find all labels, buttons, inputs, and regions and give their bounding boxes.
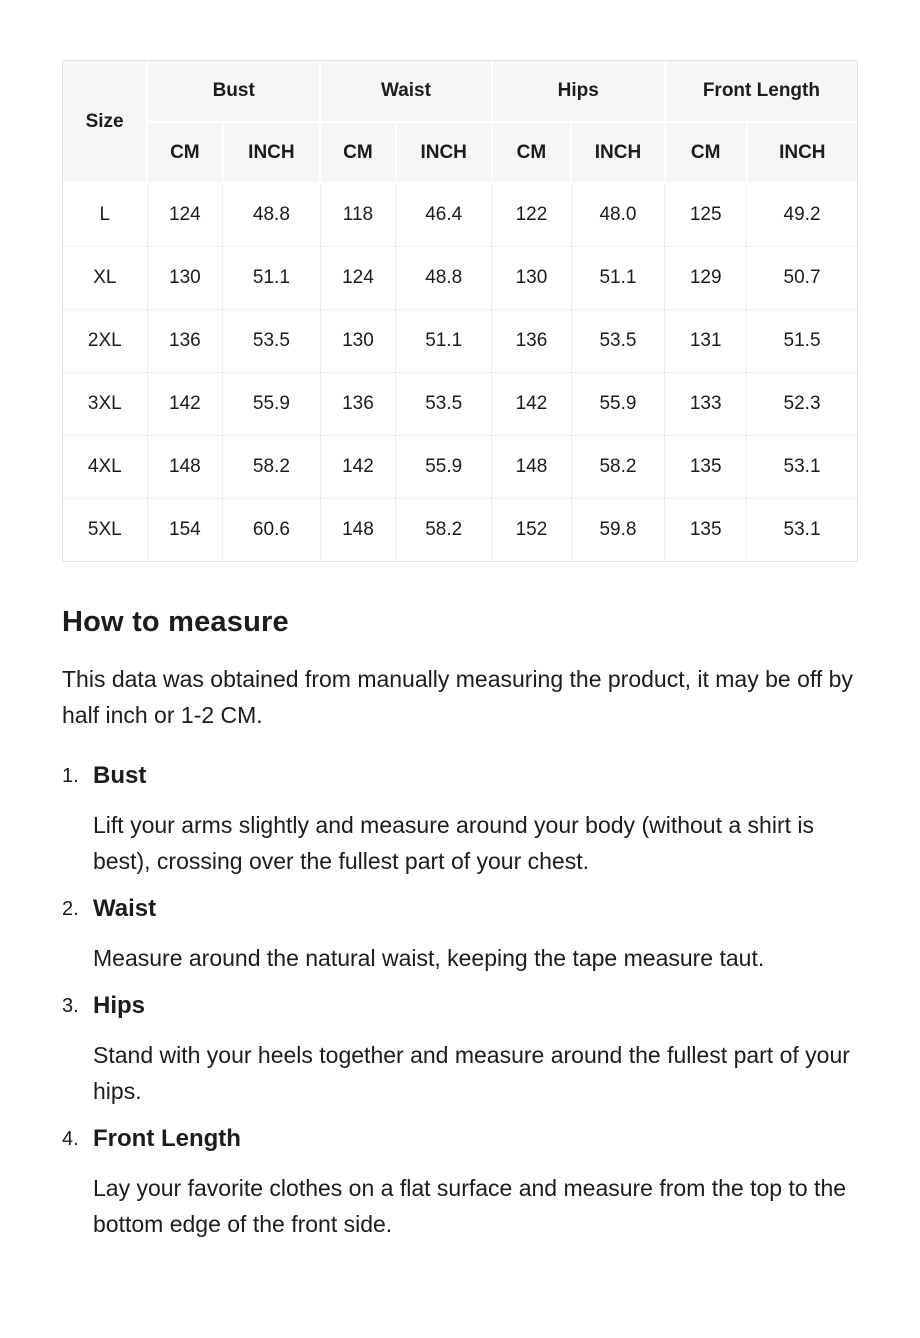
value-cell: 58.2 — [223, 435, 321, 498]
step-description: Lift your arms slightly and measure around your body (without a shirt is best), crossing over the fullest part of your chest. — [93, 812, 814, 874]
group-header-front-length: Front Length — [665, 61, 857, 122]
unit-header-inch: INCH — [223, 122, 321, 183]
size-row-5xl — [63, 498, 857, 561]
value-cell: 58.2 — [571, 435, 665, 498]
size-row-2xl — [63, 309, 857, 372]
value-cell: 55.9 — [396, 435, 492, 498]
measure-step-bust — [62, 761, 858, 879]
value-cell: 51.1 — [396, 309, 492, 372]
value-cell: 118 — [320, 183, 395, 246]
measure-step-hips — [62, 991, 858, 1109]
value-cell: 51.1 — [223, 246, 321, 309]
step-title: Waist — [93, 895, 157, 922]
size-chart-table-wrapper — [62, 60, 858, 562]
value-cell: 148 — [320, 498, 395, 561]
value-cell: 53.5 — [396, 372, 492, 435]
value-cell: 51.1 — [571, 246, 665, 309]
size-row-4xl — [63, 435, 857, 498]
value-cell: 133 — [665, 372, 747, 435]
value-cell: 135 — [665, 435, 747, 498]
step-title: Front Length — [93, 1125, 241, 1152]
value-cell: 142 — [147, 372, 222, 435]
header-row-units — [63, 122, 857, 183]
value-cell: 51.5 — [747, 309, 857, 372]
size-row-3xl — [63, 372, 857, 435]
value-cell: 154 — [147, 498, 222, 561]
size-cell: 2XL — [63, 309, 147, 372]
header-row-groups — [63, 61, 857, 122]
size-cell: XL — [63, 246, 147, 309]
value-cell: 148 — [492, 435, 571, 498]
value-cell: 142 — [492, 372, 571, 435]
value-cell: 60.6 — [223, 498, 321, 561]
value-cell: 124 — [320, 246, 395, 309]
step-title: Bust — [93, 762, 147, 789]
value-cell: 52.3 — [747, 372, 857, 435]
value-cell: 122 — [492, 183, 571, 246]
unit-header-cm: CM — [665, 122, 747, 183]
value-cell: 53.5 — [223, 309, 321, 372]
value-cell: 48.8 — [223, 183, 321, 246]
step-number: 2. — [62, 898, 79, 920]
value-cell: 136 — [147, 309, 222, 372]
step-description: Lay your favorite clothes on a flat surface and measure from the top to the bottom edge of the front side. — [93, 1175, 847, 1237]
value-cell: 129 — [665, 246, 747, 309]
how-to-measure-heading: How to measure — [62, 606, 289, 638]
value-cell: 130 — [492, 246, 571, 309]
group-header-bust: Bust — [147, 61, 320, 122]
value-cell: 130 — [147, 246, 222, 309]
size-cell: 4XL — [63, 435, 147, 498]
size-chart-body — [63, 183, 857, 561]
unit-header-inch: INCH — [571, 122, 665, 183]
step-number: 4. — [62, 1128, 79, 1150]
value-cell: 152 — [492, 498, 571, 561]
value-cell: 55.9 — [571, 372, 665, 435]
measure-steps-list — [62, 761, 858, 1242]
unit-header-cm: CM — [492, 122, 571, 183]
value-cell: 48.8 — [396, 246, 492, 309]
unit-header-inch: INCH — [396, 122, 492, 183]
step-number: 3. — [62, 995, 79, 1017]
value-cell: 148 — [147, 435, 222, 498]
value-cell: 125 — [665, 183, 747, 246]
size-row-l — [63, 183, 857, 246]
group-header-hips: Hips — [492, 61, 665, 122]
size-chart-table — [63, 61, 857, 561]
size-chart-header — [63, 61, 857, 183]
value-cell: 136 — [492, 309, 571, 372]
step-description: Stand with your heels together and measure around the fullest part of your hips. — [93, 1042, 850, 1104]
value-cell: 53.5 — [571, 309, 665, 372]
size-row-xl — [63, 246, 857, 309]
value-cell: 53.1 — [747, 435, 857, 498]
value-cell: 58.2 — [396, 498, 492, 561]
size-column-header: Size — [63, 61, 147, 183]
value-cell: 135 — [665, 498, 747, 561]
unit-header-inch: INCH — [747, 122, 857, 183]
value-cell: 59.8 — [571, 498, 665, 561]
step-description: Measure around the natural waist, keeping the tape measure taut. — [93, 945, 765, 971]
step-number: 1. — [62, 765, 79, 787]
measure-intro-text: This data was obtained from manually measuring the product, it may be off by half inch or 1-2 CM. — [62, 666, 853, 728]
measure-step-waist — [62, 894, 858, 976]
size-cell: L — [63, 183, 147, 246]
size-cell: 3XL — [63, 372, 147, 435]
value-cell: 142 — [320, 435, 395, 498]
value-cell: 136 — [320, 372, 395, 435]
value-cell: 48.0 — [571, 183, 665, 246]
value-cell: 50.7 — [747, 246, 857, 309]
value-cell: 55.9 — [223, 372, 321, 435]
unit-header-cm: CM — [147, 122, 222, 183]
group-header-waist: Waist — [320, 61, 491, 122]
measure-step-front-length — [62, 1124, 858, 1242]
value-cell: 53.1 — [747, 498, 857, 561]
value-cell: 49.2 — [747, 183, 857, 246]
value-cell: 124 — [147, 183, 222, 246]
value-cell: 46.4 — [396, 183, 492, 246]
step-title: Hips — [93, 992, 146, 1019]
unit-header-cm: CM — [320, 122, 395, 183]
size-cell: 5XL — [63, 498, 147, 561]
value-cell: 130 — [320, 309, 395, 372]
value-cell: 131 — [665, 309, 747, 372]
